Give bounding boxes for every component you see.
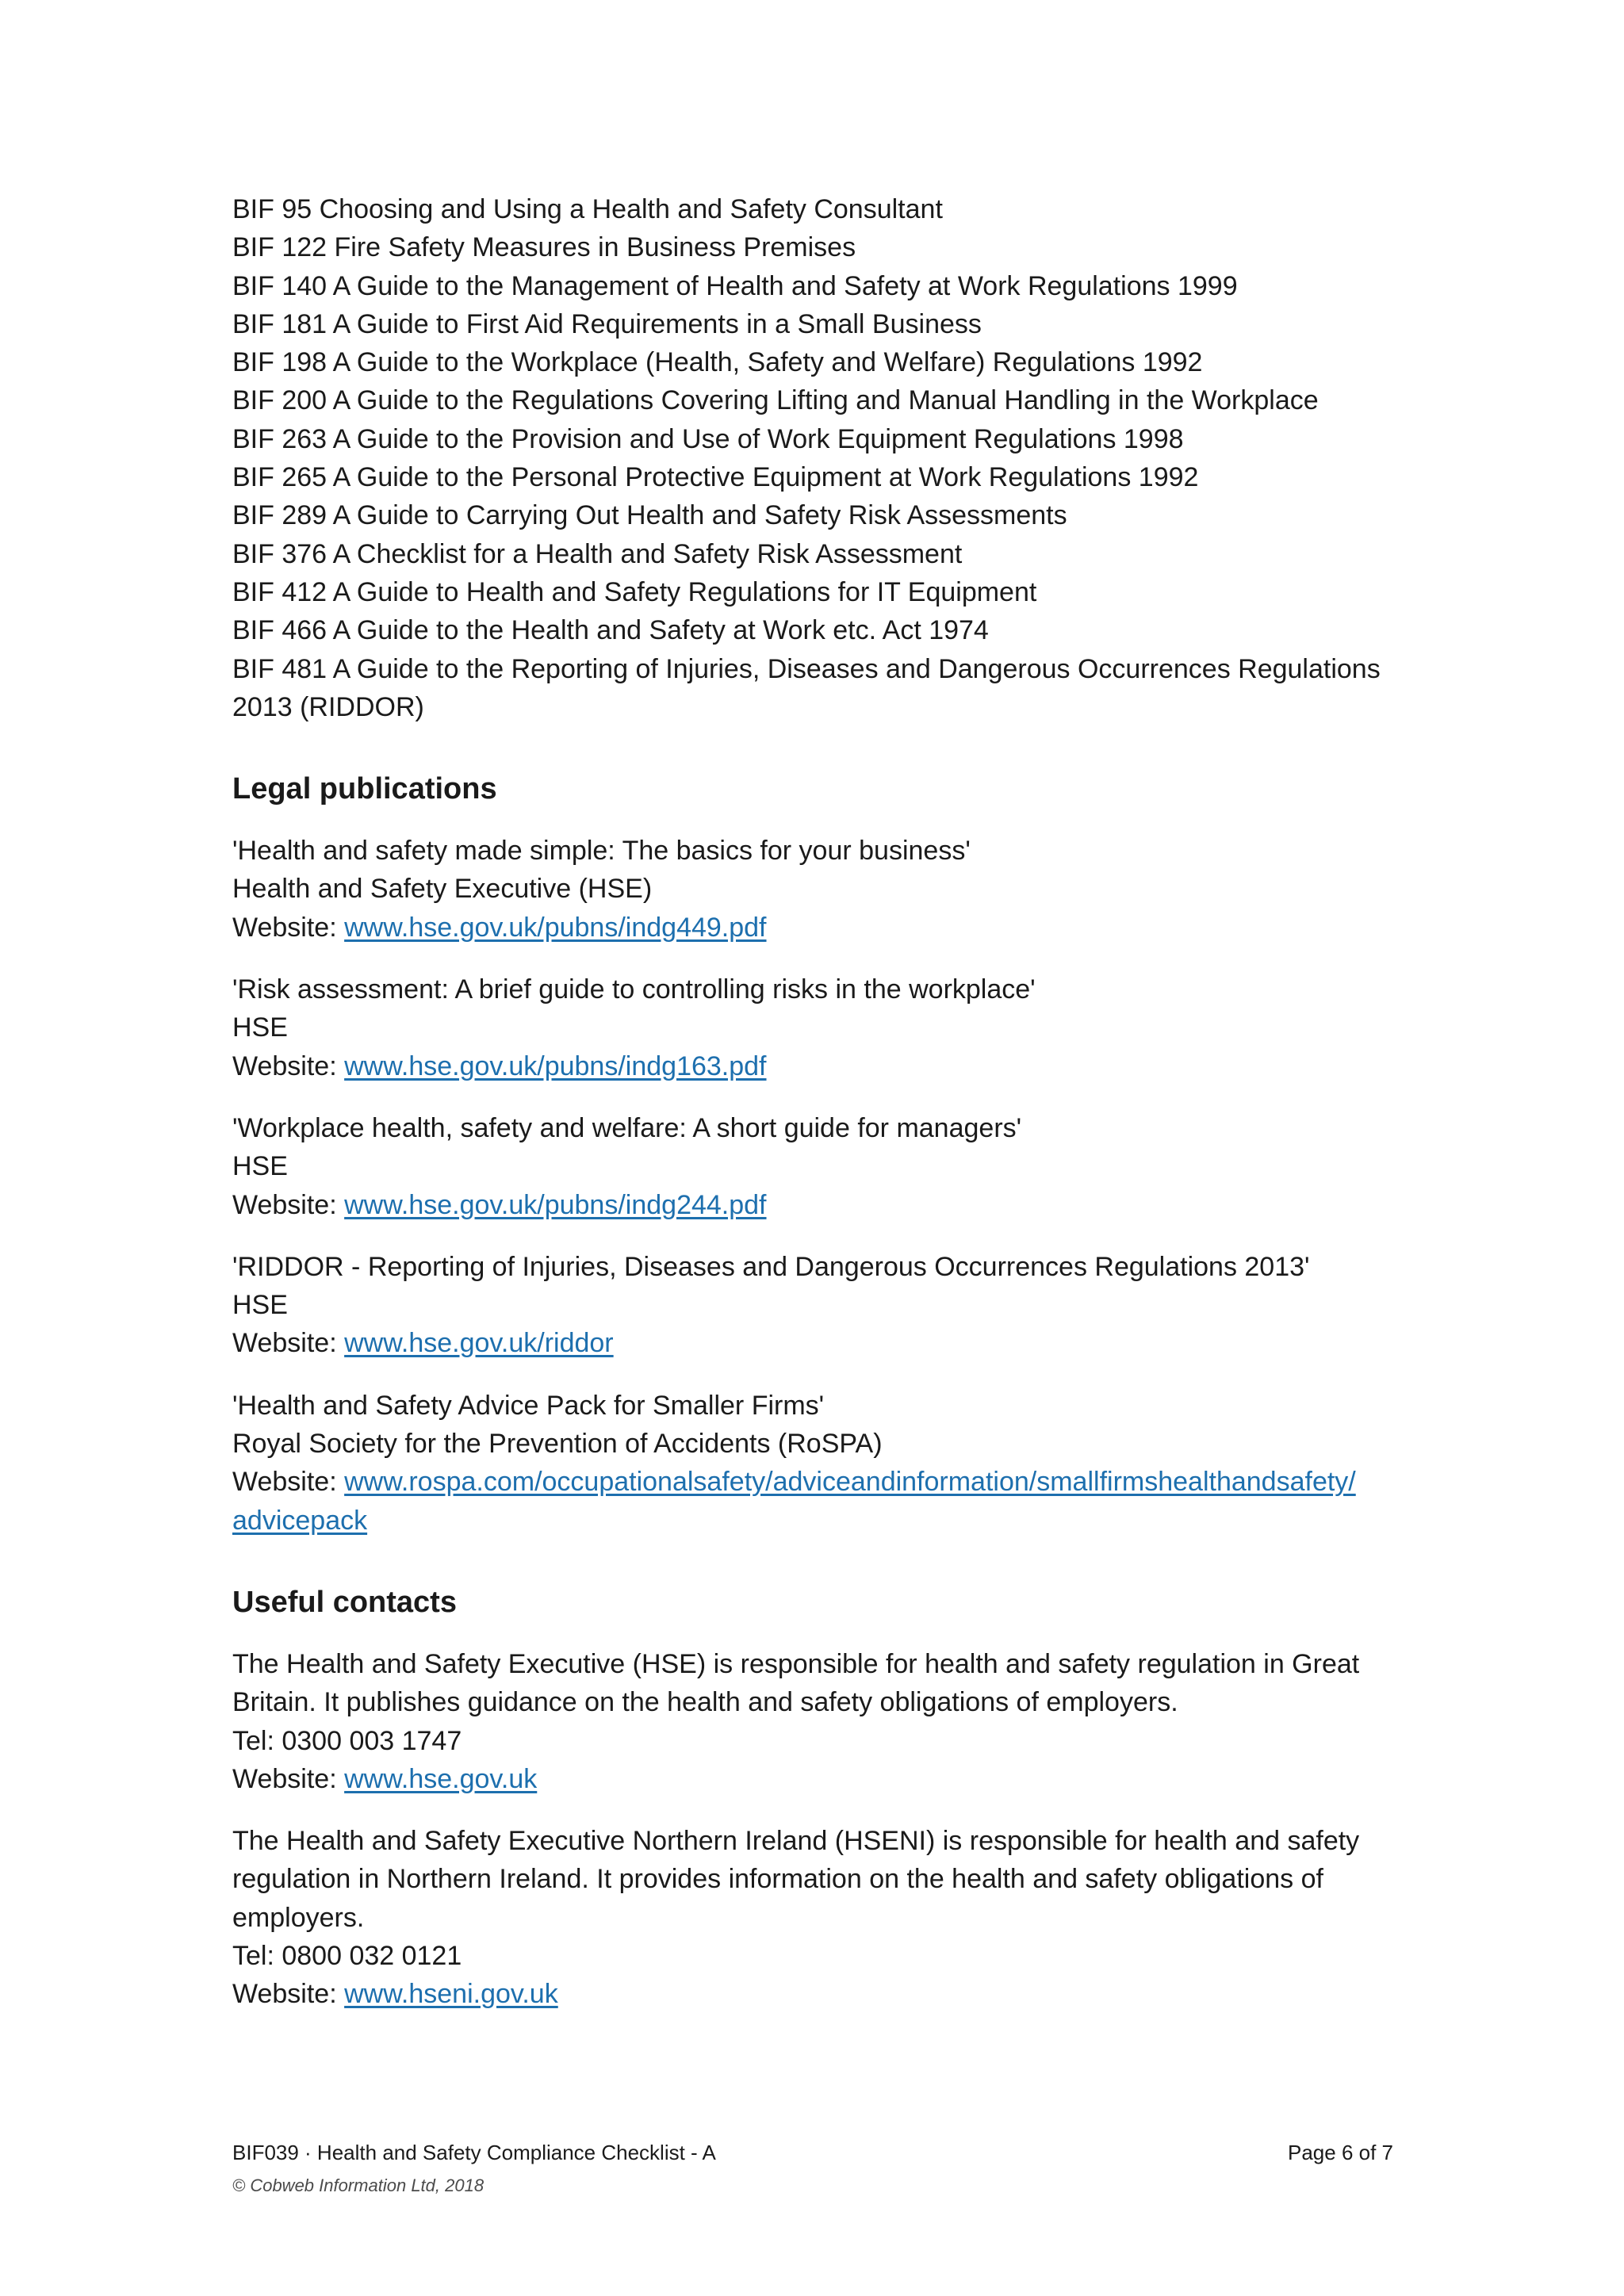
website-link[interactable]: www.hse.gov.uk/pubns/indg244.pdf — [344, 1189, 767, 1220]
website-link[interactable]: www.hseni.gov.uk — [344, 1979, 558, 2010]
publication-publisher: HSE — [232, 1012, 288, 1043]
list-item: BIF 200 A Guide to the Regulations Covering Lifting and Manual Handling in the Workplace — [232, 385, 1319, 416]
website-label: Website: — [232, 1050, 345, 1081]
website-link[interactable]: www.hse.gov.uk/pubns/indg449.pdf — [344, 912, 767, 943]
list-item: BIF 95 Choosing and Using a Health and Safety Consultant — [232, 194, 943, 224]
list-item: BIF 265 A Guide to the Personal Protective Equipment at Work Regulations 1992 — [232, 462, 1199, 493]
contact-description: employers. — [232, 1902, 365, 1933]
website-link[interactable]: www.hse.gov.uk/riddor — [344, 1328, 614, 1359]
contact-description: regulation in Northern Ireland. It provides information on the health and safety obligations of — [232, 1864, 1323, 1895]
publication-website-continued — [232, 1502, 1398, 1540]
publication-title: 'Health and safety made simple: The basics for your business' — [232, 836, 971, 867]
footer-row — [232, 2139, 1393, 2166]
website-label: Website: — [232, 912, 345, 943]
publication-title: 'Workplace health, safety and welfare: A short guide for managers' — [232, 1112, 1022, 1143]
contact-telephone: Tel: 0300 003 1747 — [232, 1725, 462, 1756]
publication-publisher: Health and Safety Executive (HSE) — [232, 874, 653, 905]
website-label: Website: — [232, 1979, 345, 2010]
list-item: BIF 481 A Guide to the Reporting of Injuries, Diseases and Dangerous Occurrences Regulations 2013 (RIDDOR) — [232, 653, 1381, 722]
useful-contacts-heading: Useful contacts — [232, 1585, 457, 1619]
page-content — [232, 190, 1398, 2038]
contact-description: The Health and Safety Executive (HSE) is responsible for health and safety regulation in Great — [232, 1648, 1360, 1679]
publication-publisher: HSE — [232, 1151, 288, 1182]
publication-website — [232, 1324, 1398, 1362]
publication-publisher: Royal Society for the Prevention of Accidents (RoSPA) — [232, 1429, 883, 1460]
publication-website — [232, 909, 1398, 947]
publication-publisher: HSE — [232, 1290, 288, 1321]
list-item: BIF 181 A Guide to First Aid Requirements in a Small Business — [232, 308, 982, 339]
publication-website — [232, 1047, 1398, 1085]
publication-website — [232, 1463, 1398, 1501]
website-label: Website: — [232, 1467, 345, 1498]
list-item: BIF 289 A Guide to Carrying Out Health and Safety Risk Assessments — [232, 500, 1067, 531]
list-item: BIF 263 A Guide to the Provision and Use of Work Equipment Regulations 1998 — [232, 423, 1184, 454]
publication-entry — [232, 970, 1398, 1085]
list-item: BIF 140 A Guide to the Management of Health and Safety at Work Regulations 1999 — [232, 270, 1238, 301]
contact-website — [232, 1760, 1398, 1798]
bif-reference-list — [232, 190, 1398, 726]
list-item: BIF 198 A Guide to the Workplace (Health, Safety and Welfare) Regulations 1992 — [232, 347, 1203, 378]
publication-website — [232, 1186, 1398, 1224]
contact-entry — [232, 1645, 1398, 1798]
website-link-continued[interactable]: advicepack — [232, 1505, 368, 1536]
publication-entry — [232, 832, 1398, 947]
list-item: BIF 466 A Guide to the Health and Safety at Work etc. Act 1974 — [232, 615, 989, 646]
website-link[interactable]: www.hse.gov.uk/pubns/indg163.pdf — [344, 1050, 767, 1081]
contact-description: The Health and Safety Executive Northern Ireland (HSENI) is responsible for health and safety — [232, 1826, 1360, 1857]
list-item: BIF 412 A Guide to Health and Safety Regulations for IT Equipment — [232, 576, 1037, 607]
publication-entry — [232, 1387, 1398, 1540]
website-label: Website: — [232, 1189, 345, 1220]
publication-title: 'Risk assessment: A brief guide to controlling risks in the workplace' — [232, 974, 1036, 1005]
list-item: BIF 376 A Checklist for a Health and Safety Risk Assessment — [232, 538, 963, 569]
contact-website — [232, 1975, 1398, 2013]
document-title: BIF039 · Health and Safety Compliance Checklist - A — [232, 2141, 716, 2164]
legal-publications-heading: Legal publications — [232, 772, 497, 806]
copyright-notice: © Cobweb Information Ltd, 2018 — [232, 2175, 485, 2195]
website-label: Website: — [232, 1763, 345, 1794]
publication-entry — [232, 1109, 1398, 1224]
publication-entry — [232, 1248, 1398, 1363]
contact-telephone: Tel: 0800 032 0121 — [232, 1940, 462, 1971]
website-label: Website: — [232, 1328, 345, 1359]
contact-description: Britain. It publishes guidance on the health and safety obligations of employers. — [232, 1687, 1178, 1718]
website-link[interactable]: www.hse.gov.uk — [344, 1763, 538, 1794]
contact-entry — [232, 1822, 1398, 2013]
page-number: Page 6 of 7 — [1288, 2141, 1393, 2164]
page-footer — [232, 2139, 1393, 2199]
list-item: BIF 122 Fire Safety Measures in Business Premises — [232, 232, 856, 263]
publication-title: 'RIDDOR - Reporting of Injuries, Diseases and Dangerous Occurrences Regulations 2013' — [232, 1251, 1310, 1282]
publication-title: 'Health and Safety Advice Pack for Smaller Firms' — [232, 1390, 825, 1421]
website-link[interactable]: www.rospa.com/occupationalsafety/adviceandinformation/smallfirmshealthandsafety/ — [344, 1467, 1356, 1498]
